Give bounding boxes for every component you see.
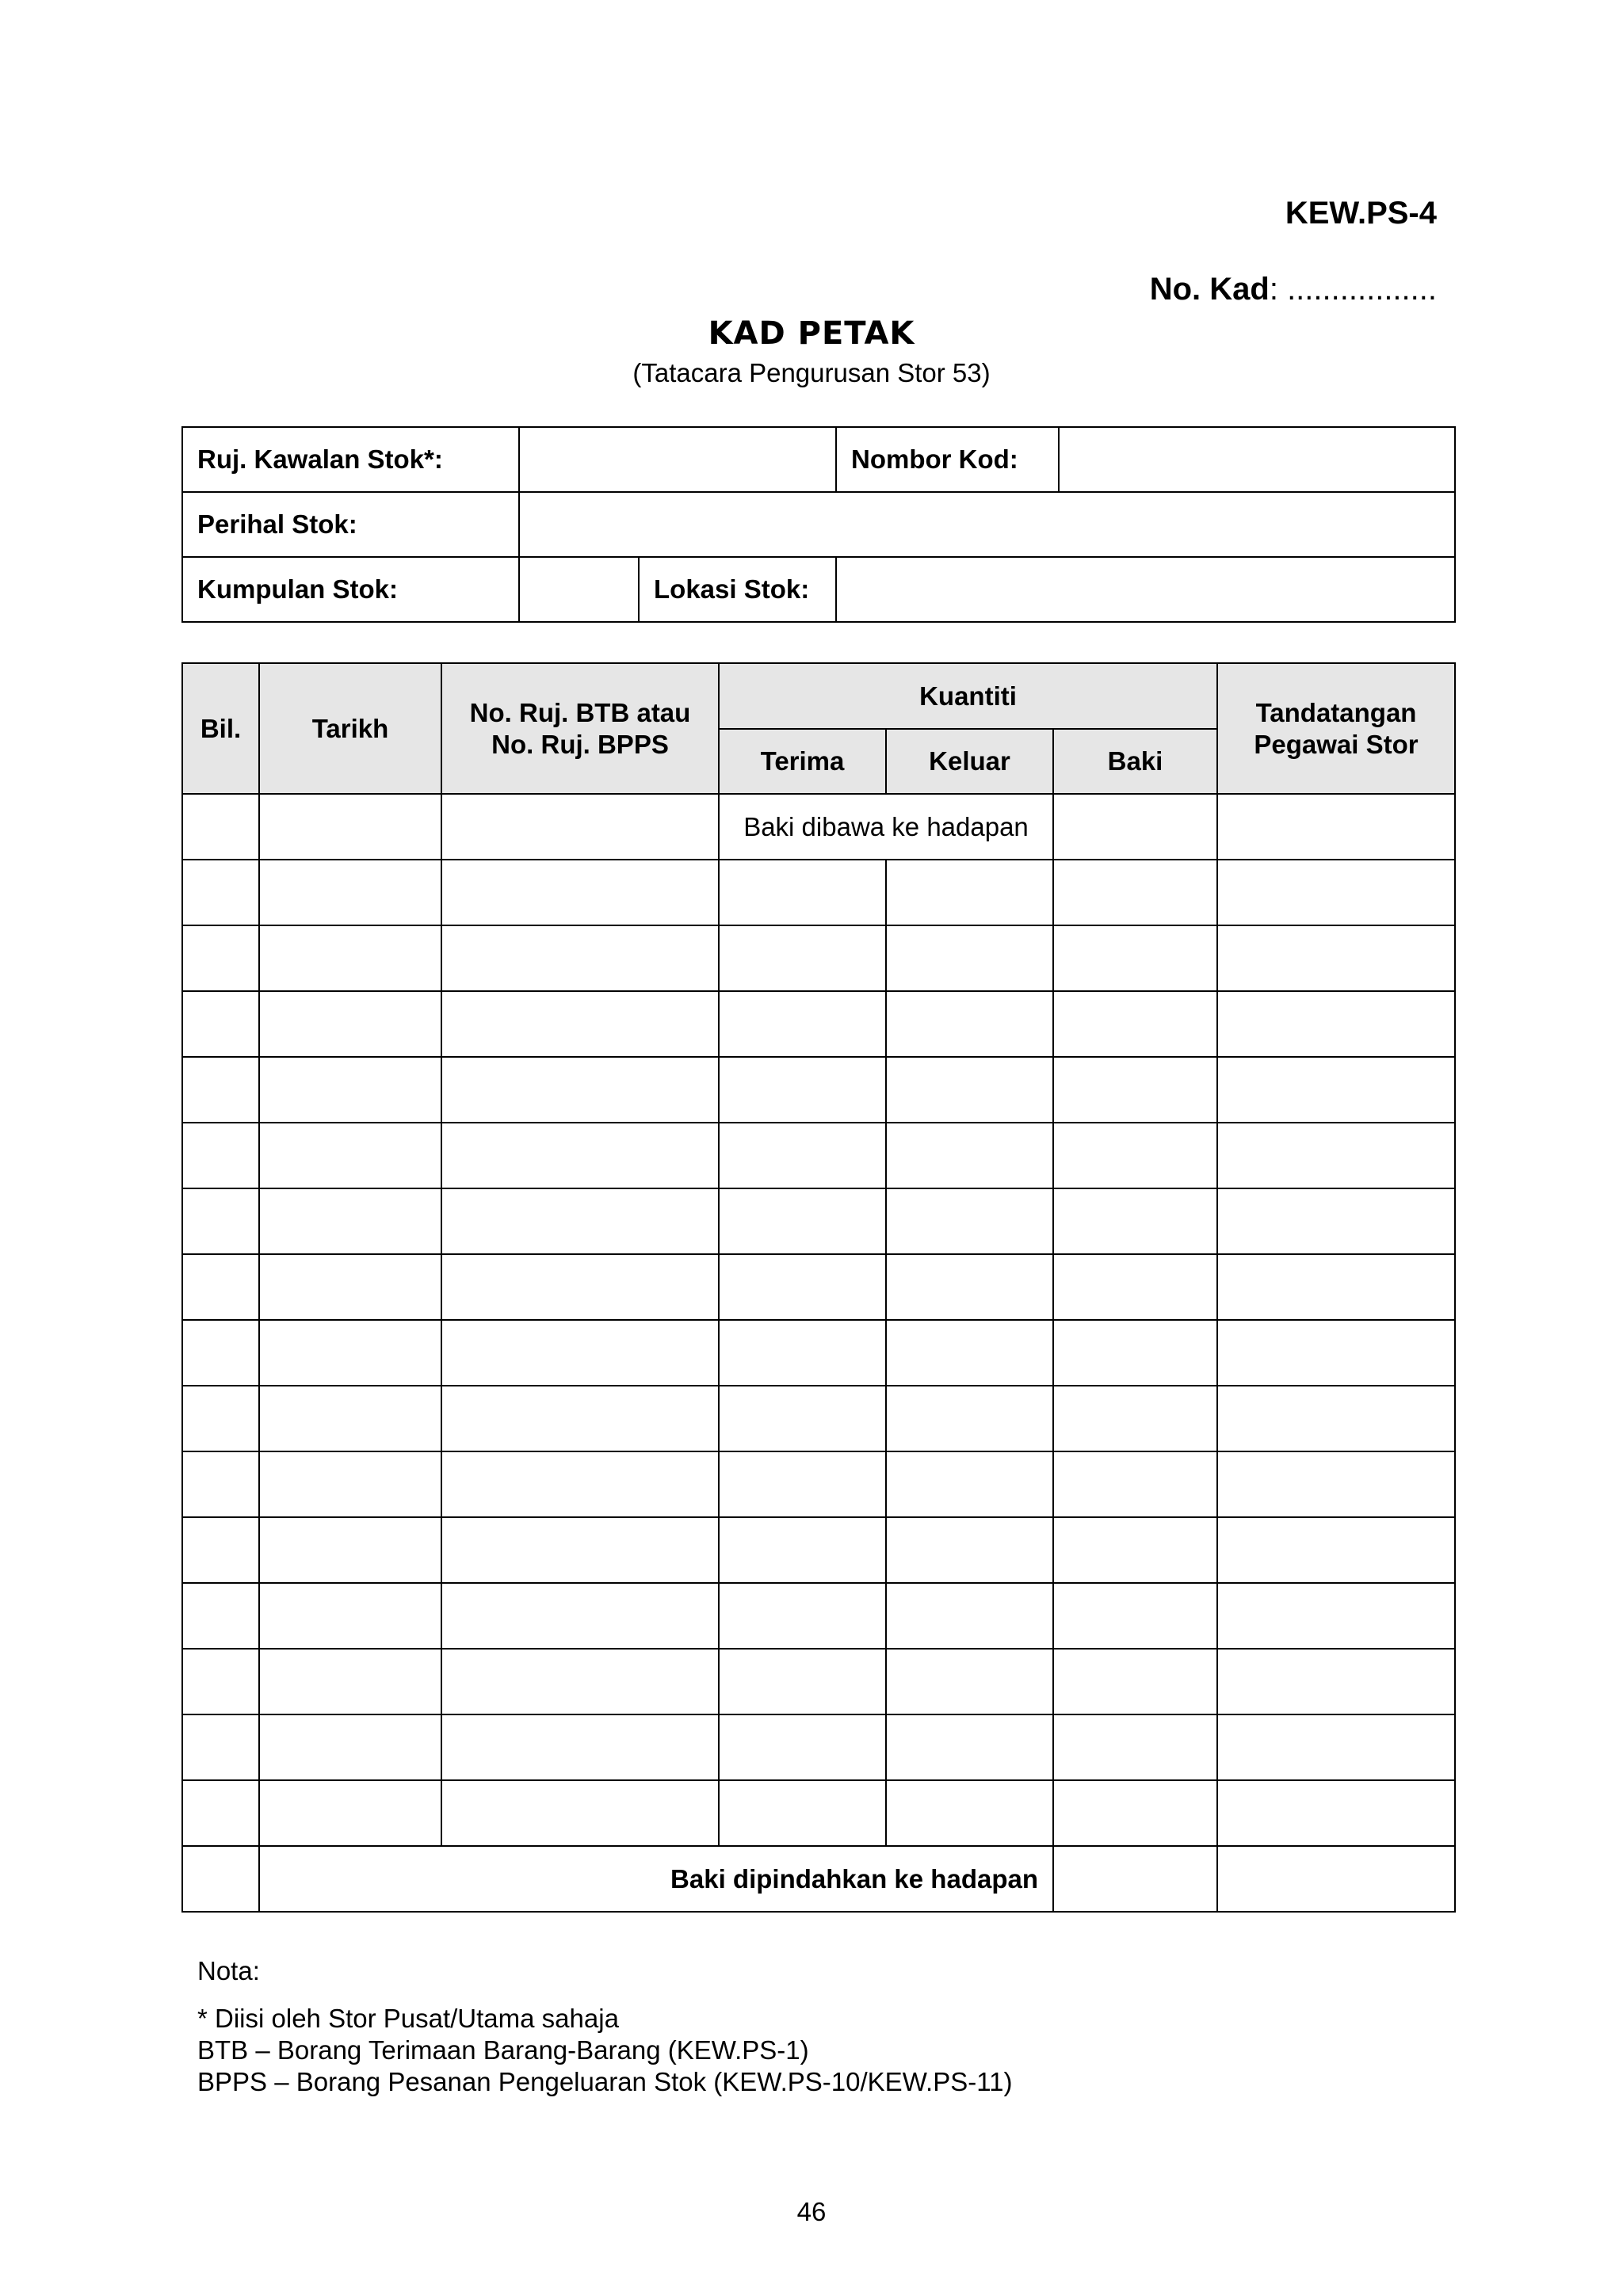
- carried-forward-balance[interactable]: [1053, 1846, 1217, 1912]
- table-row: [182, 925, 1455, 991]
- cell[interactable]: [719, 1386, 886, 1451]
- table-row: [182, 860, 1455, 925]
- terima-header: Terima: [719, 729, 886, 794]
- cell[interactable]: [886, 1517, 1053, 1583]
- cell[interactable]: [1217, 1583, 1455, 1649]
- keluar-header: Keluar: [886, 729, 1053, 794]
- cell[interactable]: [1217, 1451, 1455, 1517]
- brought-forward-balance[interactable]: [1053, 794, 1217, 860]
- table-row: [182, 1386, 1455, 1451]
- cell[interactable]: [182, 1583, 259, 1649]
- cell[interactable]: [1217, 1846, 1455, 1912]
- cell[interactable]: [1217, 1123, 1455, 1188]
- cell[interactable]: [182, 1714, 259, 1780]
- cell[interactable]: [259, 1780, 441, 1846]
- cell[interactable]: [1217, 1780, 1455, 1846]
- cell[interactable]: [886, 1714, 1053, 1780]
- page-subtitle: (Tatacara Pengurusan Stor 53): [632, 358, 991, 387]
- stock-location-label: Lokasi Stok:: [639, 557, 836, 622]
- cell[interactable]: [182, 794, 259, 860]
- stock-control-ref-label: Ruj. Kawalan Stok*:: [182, 427, 519, 492]
- baki-header: Baki: [1053, 729, 1217, 794]
- bil-header: Bil.: [182, 663, 259, 794]
- cell[interactable]: [441, 1386, 719, 1451]
- cell[interactable]: [182, 991, 259, 1057]
- cell[interactable]: [441, 1451, 719, 1517]
- tarikh-header: Tarikh: [259, 663, 441, 794]
- cell[interactable]: [1053, 1451, 1217, 1517]
- cell[interactable]: [1217, 860, 1455, 925]
- carried-forward-label: Baki dipindahkan ke hadapan: [259, 1846, 1053, 1912]
- stock-subject-label: Perihal Stok:: [182, 492, 519, 557]
- cell[interactable]: [886, 1451, 1053, 1517]
- stock-subject-field[interactable]: [519, 492, 1455, 557]
- ledger-header-row: [182, 663, 1455, 729]
- cell[interactable]: [259, 1451, 441, 1517]
- cell[interactable]: [886, 991, 1053, 1057]
- cell[interactable]: [259, 1057, 441, 1123]
- cell[interactable]: [719, 1451, 886, 1517]
- cell[interactable]: [1053, 1254, 1217, 1320]
- cell[interactable]: [259, 1517, 441, 1583]
- cell[interactable]: [182, 1320, 259, 1386]
- note-line: * Diisi oleh Stor Pusat/Utama sahaja: [197, 2004, 619, 2033]
- signature-header-line1: Tandatangan: [1255, 697, 1417, 727]
- table-row: [182, 1714, 1455, 1780]
- cell[interactable]: [259, 991, 441, 1057]
- table-row: [182, 1517, 1455, 1583]
- cell[interactable]: [259, 1649, 441, 1714]
- signature-header-line2: Pegawai Stor: [1254, 729, 1419, 759]
- code-number-label: Nombor Kod:: [836, 427, 1059, 492]
- cell[interactable]: [441, 1057, 719, 1123]
- notes-heading: Nota:: [197, 1956, 260, 1985]
- table-row: [182, 1780, 1455, 1846]
- card-number-value[interactable]: : .................: [1269, 272, 1437, 307]
- cell[interactable]: [719, 1320, 886, 1386]
- cell[interactable]: [1217, 794, 1455, 860]
- cell[interactable]: [1217, 991, 1455, 1057]
- kuantiti-header: Kuantiti: [719, 663, 1217, 729]
- cell[interactable]: [441, 1254, 719, 1320]
- info-row-group: [182, 557, 1455, 622]
- card-number: [1150, 272, 1437, 307]
- cell[interactable]: [1053, 991, 1217, 1057]
- table-row: [182, 1188, 1455, 1254]
- cell[interactable]: [1053, 925, 1217, 991]
- ledger-table: [181, 662, 1456, 1913]
- cell[interactable]: [441, 1188, 719, 1254]
- cell[interactable]: [182, 1517, 259, 1583]
- card-number-label: No. Kad: [1149, 272, 1270, 307]
- cell[interactable]: [719, 1583, 886, 1649]
- cell[interactable]: [886, 1386, 1053, 1451]
- cell[interactable]: [1217, 1517, 1455, 1583]
- cell[interactable]: [1053, 860, 1217, 925]
- cell[interactable]: [1217, 1057, 1455, 1123]
- cell[interactable]: [182, 1254, 259, 1320]
- cell[interactable]: [719, 1780, 886, 1846]
- cell[interactable]: [182, 1386, 259, 1451]
- cell[interactable]: [719, 1057, 886, 1123]
- page-title: KAD PETAK: [708, 315, 915, 352]
- cell[interactable]: [886, 860, 1053, 925]
- cell[interactable]: [441, 1714, 719, 1780]
- cell[interactable]: [1217, 1320, 1455, 1386]
- cell[interactable]: [441, 1649, 719, 1714]
- cell[interactable]: [719, 925, 886, 991]
- brought-forward-label: Baki dibawa ke hadapan: [719, 794, 1053, 860]
- cell[interactable]: [1217, 1254, 1455, 1320]
- cell[interactable]: [259, 1583, 441, 1649]
- table-row: [182, 1123, 1455, 1188]
- cell[interactable]: [719, 1254, 886, 1320]
- table-row: [182, 1057, 1455, 1123]
- cell[interactable]: [441, 925, 719, 991]
- cell[interactable]: [719, 991, 886, 1057]
- table-row: [182, 991, 1455, 1057]
- cell[interactable]: [259, 1386, 441, 1451]
- cell[interactable]: [886, 1320, 1053, 1386]
- cell[interactable]: [719, 1649, 886, 1714]
- cell[interactable]: [259, 1714, 441, 1780]
- cell[interactable]: [259, 1254, 441, 1320]
- stock-info-table: [181, 426, 1456, 623]
- cell[interactable]: [886, 1254, 1053, 1320]
- cell[interactable]: [1053, 1386, 1217, 1451]
- cell[interactable]: [259, 794, 441, 860]
- info-row-control: [182, 427, 1455, 492]
- info-row-subject: [182, 492, 1455, 557]
- table-row: [182, 1649, 1455, 1714]
- table-row: [182, 1320, 1455, 1386]
- cell[interactable]: [886, 1583, 1053, 1649]
- reference-header: [441, 663, 719, 794]
- stock-location-field[interactable]: [836, 557, 1455, 622]
- cell[interactable]: [1053, 1583, 1217, 1649]
- cell[interactable]: [719, 1714, 886, 1780]
- code-number-field[interactable]: [1059, 427, 1455, 492]
- cell[interactable]: [441, 1320, 719, 1386]
- cell[interactable]: [1053, 1123, 1217, 1188]
- cell[interactable]: [182, 1123, 259, 1188]
- cell[interactable]: [719, 860, 886, 925]
- cell[interactable]: [719, 1517, 886, 1583]
- cell[interactable]: [1053, 1188, 1217, 1254]
- cell[interactable]: [886, 1123, 1053, 1188]
- form-code: KEW.PS-4: [1285, 196, 1437, 231]
- cell[interactable]: [886, 1057, 1053, 1123]
- cell[interactable]: [259, 925, 441, 991]
- note-line: BPPS – Borang Pesanan Pengeluaran Stok (KEW.PS-10/KEW.PS-11): [197, 2067, 1013, 2096]
- table-row: [182, 1451, 1455, 1517]
- cell[interactable]: [1053, 1649, 1217, 1714]
- cell[interactable]: [182, 860, 259, 925]
- cell[interactable]: [441, 1517, 719, 1583]
- cell[interactable]: [1217, 1714, 1455, 1780]
- cell[interactable]: [182, 1846, 259, 1912]
- stock-group-label: Kumpulan Stok:: [182, 557, 519, 622]
- cell[interactable]: [441, 1780, 719, 1846]
- cell[interactable]: [719, 1123, 886, 1188]
- cell[interactable]: [182, 1649, 259, 1714]
- cell[interactable]: [719, 1188, 886, 1254]
- cell[interactable]: [1217, 925, 1455, 991]
- note-line: BTB – Borang Terimaan Barang-Barang (KEW.PS-1): [197, 2035, 809, 2065]
- brought-forward-row: [182, 794, 1455, 860]
- cell[interactable]: [886, 1188, 1053, 1254]
- stock-group-field[interactable]: [519, 557, 639, 622]
- page-number: 46: [796, 2197, 827, 2226]
- cell[interactable]: [182, 925, 259, 991]
- cell[interactable]: [1217, 1649, 1455, 1714]
- cell[interactable]: [1217, 1386, 1455, 1451]
- cell[interactable]: [1053, 1320, 1217, 1386]
- cell[interactable]: [441, 860, 719, 925]
- reference-header-line2: No. Ruj. BPPS: [491, 729, 669, 759]
- cell[interactable]: [1217, 1188, 1455, 1254]
- cell[interactable]: [1053, 1517, 1217, 1583]
- cell[interactable]: [259, 1320, 441, 1386]
- cell[interactable]: [1053, 1714, 1217, 1780]
- ledger-body: [182, 794, 1455, 1912]
- cell[interactable]: [182, 1451, 259, 1517]
- cell[interactable]: [182, 1188, 259, 1254]
- cell[interactable]: [886, 1649, 1053, 1714]
- cell[interactable]: [259, 1188, 441, 1254]
- carried-forward-row: [182, 1846, 1455, 1912]
- cell[interactable]: [441, 1583, 719, 1649]
- cell[interactable]: [441, 794, 719, 860]
- cell[interactable]: [259, 1123, 441, 1188]
- cell[interactable]: [441, 1123, 719, 1188]
- cell[interactable]: [1053, 1057, 1217, 1123]
- cell[interactable]: [182, 1780, 259, 1846]
- cell[interactable]: [1053, 1780, 1217, 1846]
- cell[interactable]: [441, 991, 719, 1057]
- cell[interactable]: [886, 925, 1053, 991]
- cell[interactable]: [886, 1780, 1053, 1846]
- cell[interactable]: [259, 860, 441, 925]
- stock-control-ref-field[interactable]: [519, 427, 836, 492]
- table-row: [182, 1254, 1455, 1320]
- notes: [197, 1955, 1012, 2098]
- cell[interactable]: [182, 1057, 259, 1123]
- reference-header-line1: No. Ruj. BTB atau: [469, 697, 691, 727]
- signature-header: [1217, 663, 1455, 794]
- table-row: [182, 1583, 1455, 1649]
